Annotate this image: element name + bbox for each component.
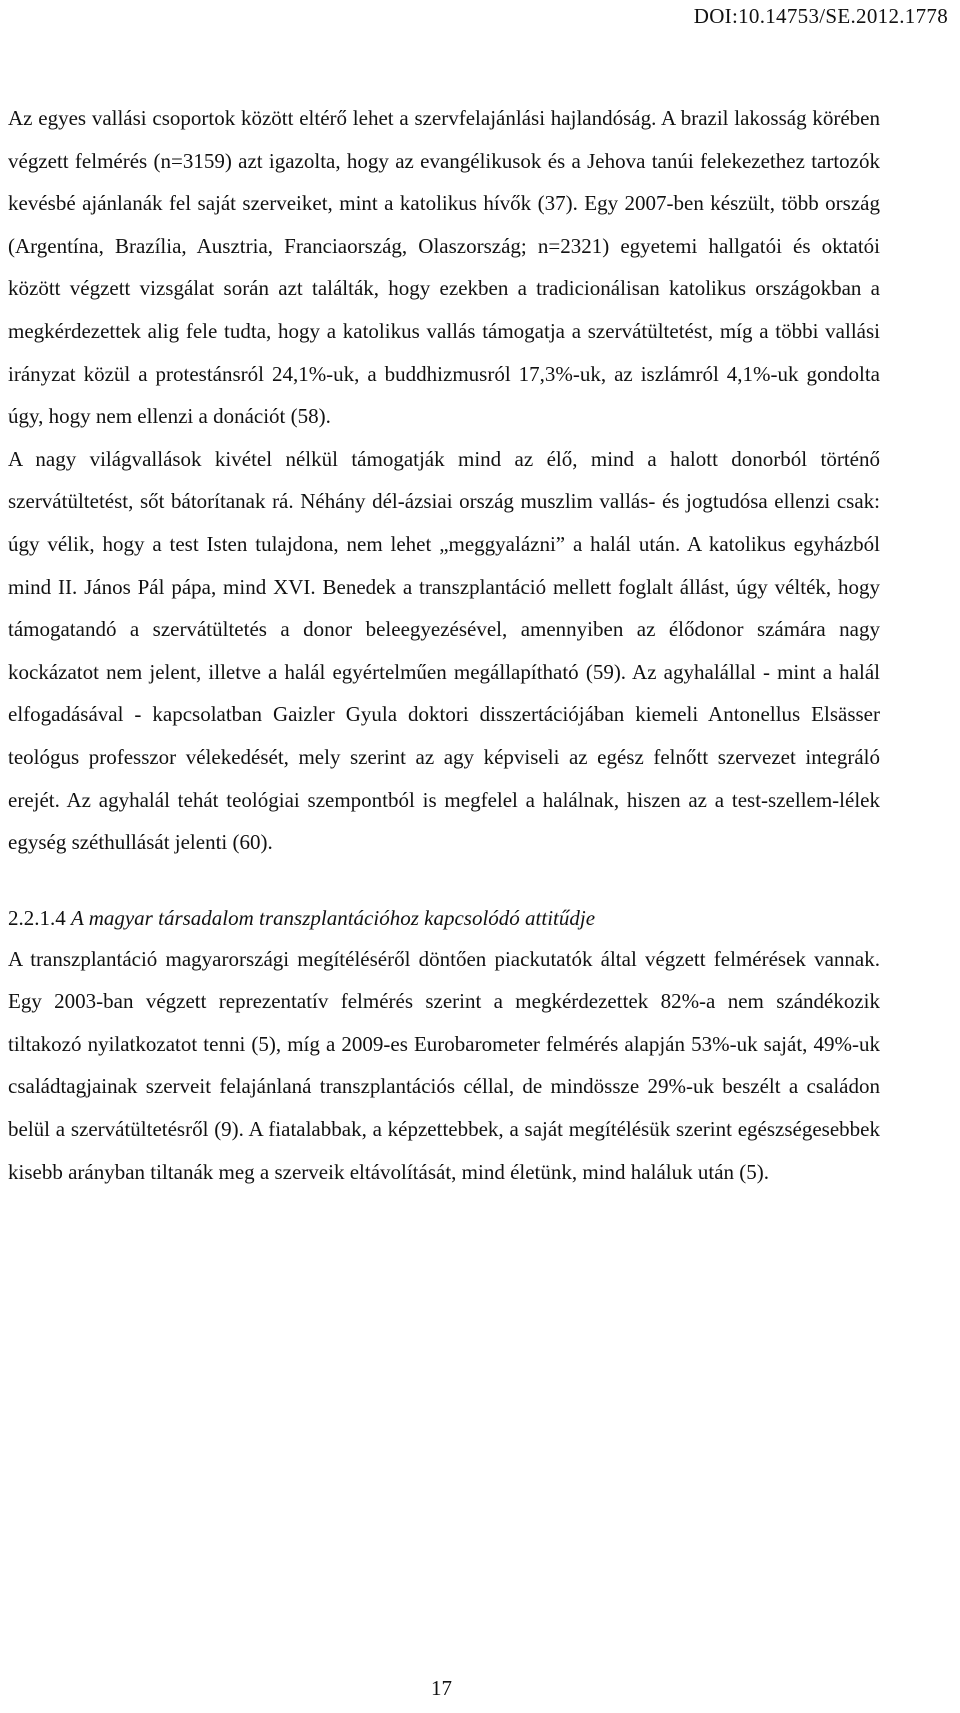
page-number: 17 bbox=[431, 1676, 452, 1700]
section-heading bbox=[8, 898, 880, 938]
paragraph-religious-groups: Az egyes vallási csoportok között eltérő lehet a szervfelajánlási hajlandóság. A brazil lakosság körében végzett felmérés (n=3159) azt igazolta, hogy az evangélikusok és a Jehova tanúi felekezethez tartozók kevésbé ajánlanák fel saját szerveiket, mint a katolikus hívők (37). Egy 2007-ben készült, több ország (Argentína, Brazília, Ausztria, Franciaország, Olaszország; n=2321) egyetemi hallgatói és oktatói között végzett vizsgálat során azt találták, hogy ezekben a tradicionálisan katolikus országokban a megkérdezettek alig fele tudta, hogy a katolikus vallás támogatja a szervátültetést, míg a többi vallási irányzat közül a protestánsról 24,1%-uk, a buddhizmusról 17,3%-uk, az iszlámról 4,1%-uk gondolta úgy, hogy nem ellenzi a donációt (58). bbox=[8, 106, 880, 429]
paragraph-hungarian-attitudes: A transzplantáció magyarországi megítéléséről döntően piackutatók által végzett felmérések vannak. Egy 2003-ban végzett reprezentatív felmérés szerint a megkérdezettek 82%-a nem szándékozik tiltakozó nyilatkozatot tenni (5), míg a 2009-es Eurobarometer felmérés alapján 53%-uk saját, 49%-uk családtagjainak szerveit felajánlaná transzplantációs céllal, de mindössze 29%-uk beszélt a családon belül a szervátültetésről (9). A fiatalabbak, a képzettebbek, a saját megítélésük szerint egészségesebbek kisebb arányban tiltanák meg a szerveik eltávolítását, mind életünk, mind haláluk után (5). bbox=[8, 946, 880, 1184]
doi-header: DOI:10.14753/SE.2012.1778 bbox=[693, 4, 948, 28]
section-title: A magyar társadalom transzplantációhoz kapcsolódó attitűdje bbox=[71, 905, 596, 930]
paragraph-world-religions: A nagy világvallások kivétel nélkül támogatják mind az élő, mind a halott donorból történő szervátültetést, sőt bátorítanak rá. Néhány dél-ázsiai ország muszlim vallás- és jogtudósa ellenzi csak: úgy vélik, hogy a test Isten tulajdona, nem lehet „meggyalázni” a halál után. A katolikus egyházból mind II. János Pál pápa, mind XVI. Benedek a transzplantáció mellett foglalt állást, úgy vélték, hogy támogatandó a szervátültetés a donor beleegyezésével, amennyiben az élődonor számára nagy kockázatot nem jelent, illetve a halál egyértelműen megállapítható (59). Az agyhalállal - mint a halál elfogadásával - kapcsolatban Gaizler Gyula doktori disszertációjában kiemeli Antonellus Elsässer teológus professzor vélekedését, mely szerint az agy képviseli az egész felnőtt szervezet integráló erejét. Az agyhalál tehát teológiai szempontból is megfelel a halálnak, hiszen az a test-szellem-lélek egység széthullását jelenti (60). bbox=[8, 446, 880, 855]
document-body bbox=[8, 97, 880, 1193]
section-number: 2.2.1.4 bbox=[8, 905, 66, 930]
